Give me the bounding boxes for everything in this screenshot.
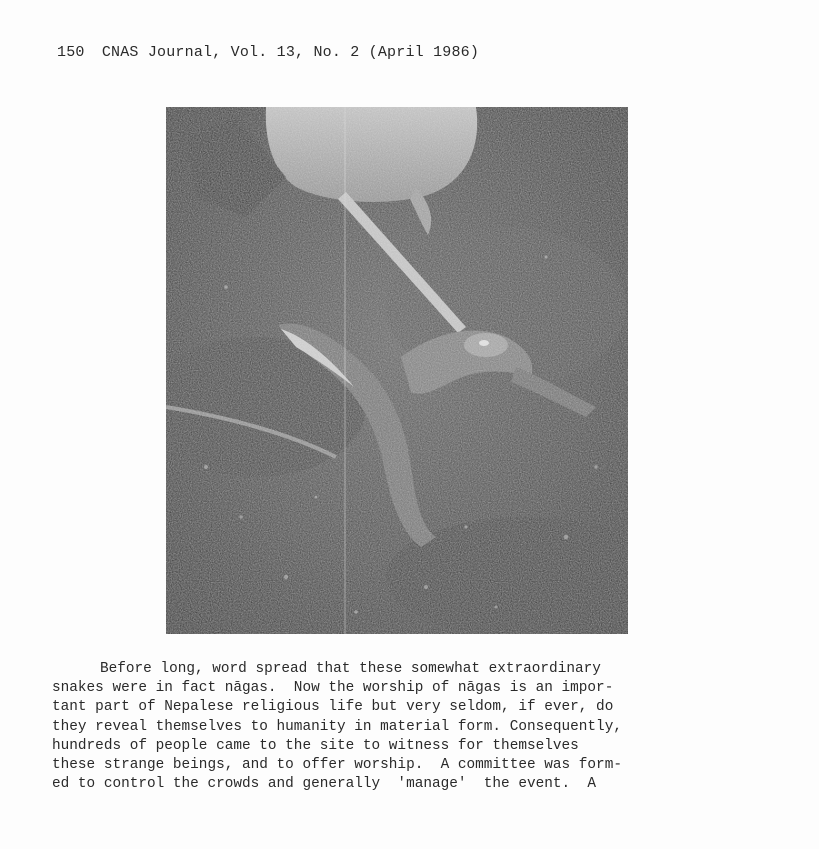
running-header — [57, 44, 479, 61]
snake-photograph — [166, 107, 628, 634]
text-line: tant part of Nepalese religious life but very seldom, if ever, do — [52, 699, 614, 716]
text-line: snakes were in fact nāgas. Now the worship of nāgas is an impor- — [52, 680, 614, 697]
page-number: 150 — [57, 44, 85, 61]
body-paragraph — [52, 660, 772, 794]
text-line: they reveal themselves to humanity in material form. Consequently, — [52, 718, 622, 735]
text-line: Before long, word spread that these somewhat extraordinary — [100, 661, 601, 677]
text-line: ed to control the crowds and generally 'manage' the event. A — [52, 776, 597, 793]
text-line: these strange beings, and to offer worship. A committee was form- — [52, 757, 622, 774]
journal-citation: CNAS Journal, Vol. 13, No. 2 (April 1986) — [101, 44, 480, 61]
text-line: hundreds of people came to the site to witness for themselves — [52, 737, 579, 754]
